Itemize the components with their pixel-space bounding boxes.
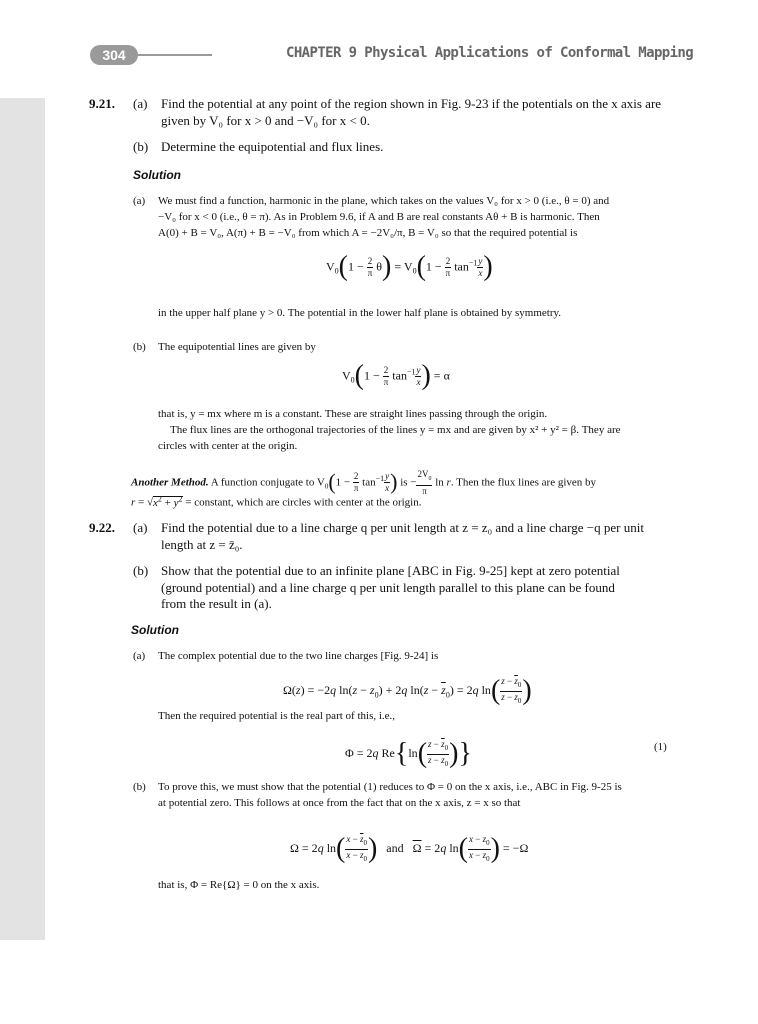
part-a-label: (a) <box>133 96 148 111</box>
another-method-line: Another Method. A function conjugate to $V_0(1$ − $\frac{2}{\pi}$ $\tan^{-1}$ $\frac{y}{x}$ ) is − $\frac{2V_0}{\pi}$ ln r. Then the flux lines are given by <box>131 469 597 496</box>
equation-number: (1) <box>654 741 667 753</box>
part-b-label: (b) <box>133 139 149 154</box>
solution-text: The flux lines are the orthogonal trajectories of the lines y = mx and are given by x² + y² = β. They are <box>170 424 621 436</box>
solution-heading: Solution <box>133 168 181 182</box>
another-method-text: = constant, which are circles with center at the origin. <box>185 496 422 509</box>
problem-text: Find the potential due to a line charge q per unit length at z = z₀ and a line charge −q per unit <box>161 520 644 535</box>
solution-part-label: (a) <box>133 195 146 207</box>
page-margin-band <box>0 98 45 940</box>
solution-text: We must find a function, harmonic in the plane, which takes on the values V₀ for x > 0 (i.e., θ = 0) and <box>158 195 610 207</box>
solution-text: Then the required potential is the real part of this, i.e., <box>158 710 396 722</box>
solution-text: at potential zero. This follows at once from the fact that on the x axis, z = x so that <box>158 797 521 809</box>
page-number-badge: 304 <box>90 45 138 65</box>
equation-equipotential: $V_0(1$ − $\frac{2}{\pi}$ $\tan^{-1}$ $\frac{y}{x}$ ) = α <box>342 360 450 392</box>
solution-text: The complex potential due to the two line charges [Fig. 9-24] is <box>158 650 439 662</box>
another-method-label: Another Method. <box>131 476 209 489</box>
solution-part-label: (b) <box>133 781 146 793</box>
solution-text: A(0) + B = V₀, A(π) + B = −V₀ from which A = −2V₀/π, B = V₀ so that the required potential is <box>158 227 578 239</box>
problem-text: given by V₀ for x > 0 and −V₀ for x < 0. <box>161 113 370 128</box>
chapter-title: CHAPTER 9 Physical Applications of Conformal Mapping <box>286 45 694 61</box>
solution-text: To prove this, we must show that the potential (1) reduces to Φ = 0 on the x axis, i.e., ABC in Fig. 9-25 is <box>158 781 622 793</box>
problem-text: Determine the equipotential and flux lines. <box>161 139 384 154</box>
header-rule <box>136 54 212 56</box>
equation-omega-on-axis: Ω = 2q ln( $\frac{x - \overline{z}_0}{x - z_0}$ ) and $\overline{\Omega} = 2q$ ln( $\frac{x - z_0}{x - \overline{z}_0}$ ) = −Ω <box>290 833 529 865</box>
solution-text: that is, y = mx where m is a constant. These are straight lines passing through the origin. <box>158 408 548 420</box>
part-a-label: (a) <box>133 520 148 535</box>
problem-number-9-22: 9.22. <box>89 520 115 535</box>
equation-potential: $V_0(1$ − $\frac{2}{\pi}$ $\theta) = V_0(1$ − $\frac{2}{\pi}$ $\tan^{-1}$ $\frac{y}{x}$ ) <box>326 251 493 283</box>
problem-text: length at z = z̄₀. <box>161 537 243 552</box>
problem-number-9-21: 9.21. <box>89 96 115 111</box>
solution-part-label: (a) <box>133 650 146 662</box>
solution-heading: Solution <box>131 623 179 637</box>
solution-text: −V₀ for x < 0 (i.e., θ = π). As in Problem 9.6, if A and B are real constants Aθ + B is harmonic. Then <box>158 211 600 223</box>
solution-text: that is, Φ = Re{Ω} = 0 on the x axis. <box>158 879 320 891</box>
solution-text: in the upper half plane y > 0. The potential in the lower half plane is obtained by symmetry. <box>158 307 562 319</box>
solution-text: circles with center at the origin. <box>158 440 298 452</box>
equation-complex-potential: Ω(z) = −2q $\ln(z - z_0) + 2q$ $\ln(z - \overline{z}_0) = 2q$ ln( $\frac{z - \overline{z}_0}{z - z_0}$ ) <box>283 675 532 707</box>
part-b-label: (b) <box>133 563 149 578</box>
problem-text: (ground potential) and a line charge q per unit length parallel to this plane can be found <box>161 580 615 595</box>
problem-text: Show that the potential due to an infinite plane [ABC in Fig. 9-25] kept at zero potential <box>161 563 620 578</box>
solution-part-label: (b) <box>133 341 146 353</box>
problem-text: from the result in (a). <box>161 596 272 611</box>
equation-real-potential: Φ = 2q Re{ln( $\frac{z - \overline{z}_0}{z - z_0}$ )} <box>345 738 472 770</box>
another-method-line: $r = √x^2 + y^2$ = constant, which are circles with center at the origin. <box>131 494 422 509</box>
problem-text: Find the potential at any point of the region shown in Fig. 9-23 if the potentials on the x axis are <box>161 96 662 111</box>
solution-text: The equipotential lines are given by <box>158 341 316 353</box>
